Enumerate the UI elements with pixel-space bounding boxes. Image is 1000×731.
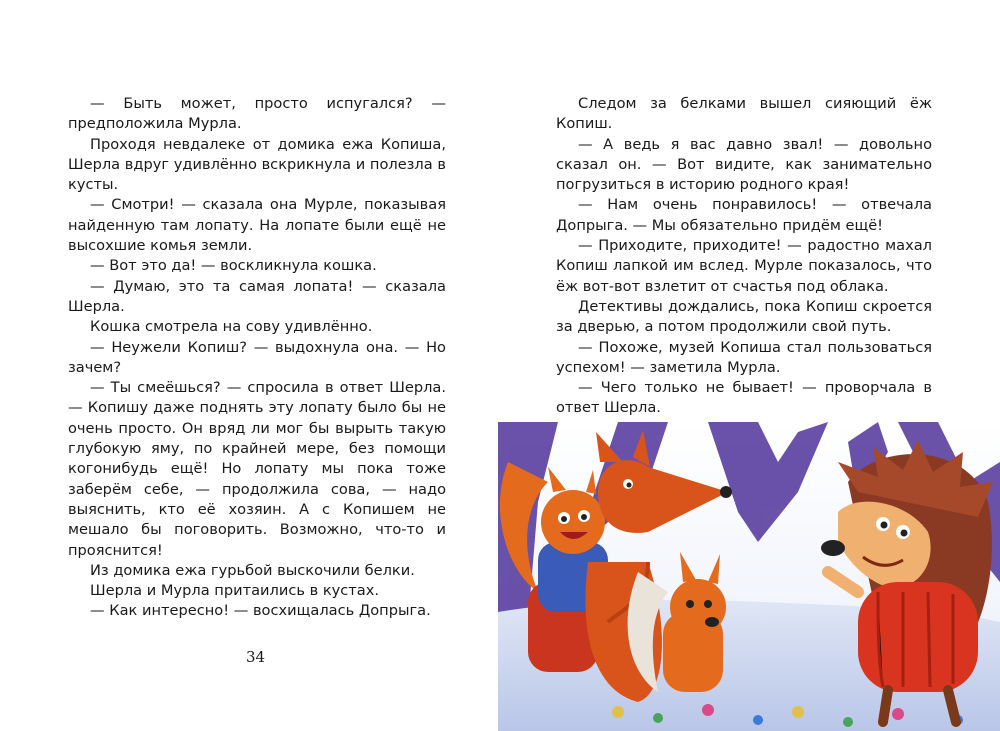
paragraph: — Похоже, музей Копиша стал пользоваться успехом! — заметила Мурла. [556,338,932,376]
paragraph: Кошка смотрела на сову удивлённо. [90,318,373,336]
paragraph: — А ведь я вас давно звал! — довольно сказал он. — Вот видите, как занимательно погрузиться в историю родного края! [556,135,932,194]
paragraph: — Неужели Копиш? — выдохнула она. — Но зачем? [68,338,446,376]
paragraph: — Быть может, просто испугался? — предположила Мурла. [68,95,446,133]
right-text-column [556,94,932,419]
paragraph: — Смотри! — сказала она Мурле, показывая найденную там лопату. На лопате были ещё не высохшие комья земли. [68,196,446,255]
forest-scene-image [498,422,1000,731]
paragraph: — Как интересно! — восхищалась Допрыга. [90,602,431,620]
paragraph: Шерла и Мурла притаились в кустах. [90,582,380,600]
paragraph: — Приходите, приходите! — радостно махал Копиш лапкой им вслед. Мурле показалось, что ёж вот-вот взлетит от счастья под облака. [556,237,932,295]
paragraph: Из домика ежа гурьбой выскочили белки. [90,561,415,579]
paragraph: — Вот это да! — воскликнула кошка. [90,257,377,275]
left-text-column [68,94,446,622]
paragraph: Следом за белками вышел сияющий ёж Копиш. [556,95,932,133]
paragraph: Детективы дождались, пока Копиш скроется за дверью, а потом продолжили свой путь. [556,297,932,336]
paragraph: — Нам очень понравилось! — отвечала Допрыга. — Мы обязательно придём ещё! [556,196,932,234]
paragraph: — Чего только не бывает! — проворчала в ответ Шерла. [556,379,932,417]
story-illustration [498,422,1000,731]
paragraph: Проходя невдалеке от домика ежа Копиша, Шерла вдруг удивлённо вскрикнула и полезла в кусты. [68,135,446,194]
paragraph: — Думаю, это та самая лопата! — сказала Шерла. [68,277,446,315]
paragraph: — Ты смеёшься? — спросила в ответ Шерла. — Копишу даже поднять эту лопату было бы не очень просто. Он вряд ли мог бы вырыть такую глубокую яму, по крайней мере, без помощи когонибудь ещё! Но лопату мы пока тоже заберём себе, — продолжила сова, — надо выяснить, кто её хозяин. А с Копишем не мешало бы поговорить. Возможно, что-то и прояснится! [68,379,446,559]
page-number: 34 [246,648,266,666]
